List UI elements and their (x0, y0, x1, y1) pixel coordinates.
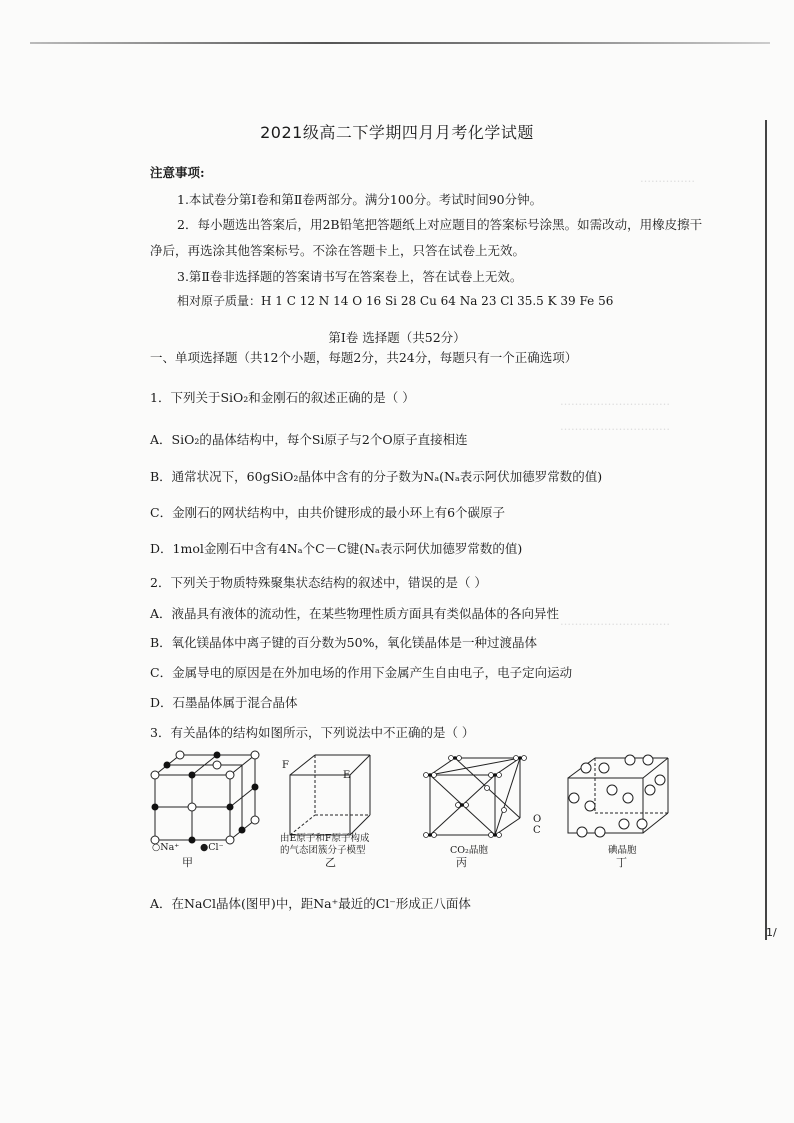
question-1-option-c: C．金刚石的网状结构中，由共价键形成的最小环上有6个碳原子 (150, 505, 506, 520)
iodine-unit-cell-diagram (560, 750, 675, 845)
cluster-caption-line1: 由E原子和F原子构成 (280, 833, 370, 844)
section1-heading: 一、单项选择题（共12个小题，每题2分，共24分，每题只有一个正确选项） (150, 350, 578, 365)
cluster-label-e: E (343, 770, 351, 781)
question-2-option-b: B．氧化镁晶体中离子键的百分数为50%，氧化镁晶体是一种过渡晶体 (150, 635, 537, 650)
cluster-molecule-diagram (280, 750, 375, 845)
part1-heading: 第Ⅰ卷 选择题（共52分） (328, 330, 466, 345)
figure-yi-label: 乙 (325, 856, 336, 869)
figure-bing-label: 丙 (456, 856, 467, 869)
question-1-stem: 1．下列关于SiO₂和金刚石的叙述正确的是（ ） (150, 390, 415, 405)
question-2-stem: 2．下列关于物质特殊聚集状态结构的叙述中，错误的是（ ） (150, 575, 487, 590)
co2-caption: CO₂晶胞 (450, 845, 488, 856)
edge-page-number: 1/ (766, 926, 777, 939)
cluster-label-f: F (282, 760, 289, 771)
question-3-option-a: A．在NaCl晶体(图甲)中，距Na⁺最近的Cl⁻形成正八面体 (150, 896, 471, 911)
question-2-option-d: D．石墨晶体属于混合晶体 (150, 695, 298, 710)
scan-edge-top (30, 42, 770, 44)
notice-item-2-continued: 净后，再选涂其他答案标号。不涂在答题卡上，只答在试卷上无效。 (150, 243, 526, 258)
nacl-legend-cl: ●Cl⁻ (200, 842, 224, 853)
atomic-masses: 相对原子质量：H 1 C 12 N 14 O 16 Si 28 Cu 64 Na 23 Cl 35.5 K 39 Fe 56 (177, 294, 614, 308)
figure-ding-label: 丁 (616, 856, 627, 869)
iodine-caption: 碘晶胞 (608, 845, 637, 856)
question-2-option-c: C．金属导电的原因是在外加电场的作用下金属产生自由电子，电子定向运动 (150, 665, 573, 680)
notice-item-3: 3.第Ⅱ卷非选择题的答案请书写在答案卷上，答在试卷上无效。 (177, 269, 523, 284)
notice-item-2: 2．每小题选出答案后，用2B铅笔把答题纸上对应题目的答案标号涂黑。如需改动，用橡皮擦干 (177, 217, 703, 232)
question-2-option-a: A．液晶具有液体的流动性，在某些物理性质方面具有类似晶体的各向异性 (150, 606, 560, 621)
cluster-caption-line2: 的气态团簇分子模型 (280, 845, 366, 856)
co2-label-o: O (533, 814, 542, 825)
question-1-option-b: B．通常状况下，60gSiO₂晶体中含有的分子数为Nₐ(Nₐ表示阿伏加德罗常数的值) (150, 469, 603, 484)
co2-label-c: C (533, 825, 541, 836)
question-3-stem: 3．有关晶体的结构如图所示，下列说法中不正确的是（ ） (150, 725, 475, 740)
question-1-option-a: A．SiO₂的晶体结构中，每个Si原子与2个O原子直接相连 (150, 432, 468, 447)
co2-unit-cell-diagram (420, 750, 530, 845)
scan-edge-right (765, 120, 767, 940)
notice-heading: 注意事项: (150, 165, 205, 180)
exam-title: 2021级高二下学期四月月考化学试题 (260, 123, 534, 142)
nacl-legend-na: ○Na⁺ (152, 842, 180, 853)
question-1-option-d: D．1mol金刚石中含有4Nₐ个C－C键(Nₐ表示阿伏加德罗常数的值) (150, 541, 523, 556)
notice-item-1: 1.本试卷分第Ⅰ卷和第Ⅱ卷两部分。满分100分。考试时间90分钟。 (177, 192, 543, 207)
nacl-crystal-diagram (150, 750, 260, 845)
figure-jia-label: 甲 (182, 856, 193, 869)
